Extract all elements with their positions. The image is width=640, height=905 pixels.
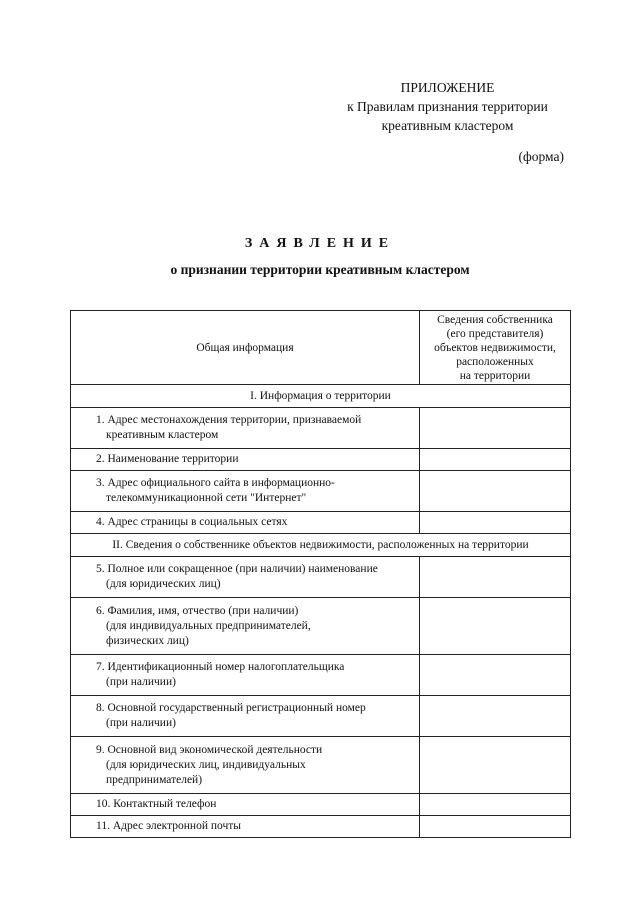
form-label: (форма) — [518, 149, 564, 164]
table-row — [71, 512, 571, 534]
row-value-cell[interactable] — [420, 449, 571, 471]
row-label: 9. Основной вид экономической деятельности (для юридических лиц, индивидуальных предпринимателей) — [71, 737, 420, 794]
table-row — [71, 557, 571, 598]
row-label: 3. Адрес официального сайта в информационно- телекоммуникационной сети "Интернет" — [71, 471, 420, 512]
section-owner-info: II. Сведения о собственнике объектов недвижимости, расположенных на территории — [71, 534, 571, 557]
row-label: 1. Адрес местонахождения территории, признаваемой креативным кластером — [71, 408, 420, 449]
document-subtitle: о признании территории креативным кластером — [170, 262, 470, 277]
appendix-rules-line: к Правилам признания территории — [347, 99, 548, 114]
general-info-header: Общая информация — [71, 311, 420, 385]
table-header-row — [71, 311, 571, 385]
owner-header-line: объектов недвижимости, — [434, 341, 556, 354]
row-label: 2. Наименование территории — [71, 449, 420, 471]
row-label: 6. Фамилия, имя, отчество (при наличии) (для индивидуальных предпринимателей, физических лиц) — [71, 598, 420, 655]
section-row — [71, 534, 571, 557]
row-value-cell[interactable] — [420, 512, 571, 534]
table-row — [71, 598, 571, 655]
section-territory-info: I. Информация о территории — [71, 385, 571, 408]
row-label: 8. Основной государственный регистрационный номер (при наличии) — [71, 696, 420, 737]
table-row — [71, 471, 571, 512]
table-row — [71, 816, 571, 838]
row-value-cell[interactable] — [420, 471, 571, 512]
row-value-cell[interactable] — [420, 794, 571, 816]
row-value-cell[interactable] — [420, 598, 571, 655]
application-table — [70, 310, 571, 838]
row-value-cell[interactable] — [420, 655, 571, 696]
table-row — [71, 408, 571, 449]
document-title: ЗАЯВЛЕНИЕ — [244, 236, 396, 251]
table-row — [71, 794, 571, 816]
owner-header-line: (его представителя) — [446, 327, 544, 340]
row-label: 11. Адрес электронной почты — [71, 816, 420, 838]
table-row — [71, 449, 571, 471]
appendix-block — [310, 78, 585, 135]
row-label: 4. Адрес страницы в социальных сетях — [71, 512, 420, 534]
row-label: 5. Полное или сокращенное (при наличии) наименование (для юридических лиц) — [71, 557, 420, 598]
row-value-cell[interactable] — [420, 408, 571, 449]
owner-info-header — [420, 311, 571, 385]
row-value-cell[interactable] — [420, 816, 571, 838]
appendix-title: ПРИЛОЖЕНИЕ — [400, 80, 495, 95]
table-row — [71, 696, 571, 737]
owner-header-line: расположенных — [456, 355, 534, 368]
owner-header-line: на территории — [459, 369, 531, 382]
section-row — [71, 385, 571, 408]
row-value-cell[interactable] — [420, 737, 571, 794]
owner-header-line: Сведения собственника — [437, 313, 553, 326]
row-label: 10. Контактный телефон — [71, 794, 420, 816]
appendix-cluster-line: креативным кластером — [381, 118, 514, 133]
row-value-cell[interactable] — [420, 696, 571, 737]
row-label: 7. Идентификационный номер налогоплательщика (при наличии) — [71, 655, 420, 696]
row-value-cell[interactable] — [420, 557, 571, 598]
table-row — [71, 655, 571, 696]
table-row — [71, 737, 571, 794]
